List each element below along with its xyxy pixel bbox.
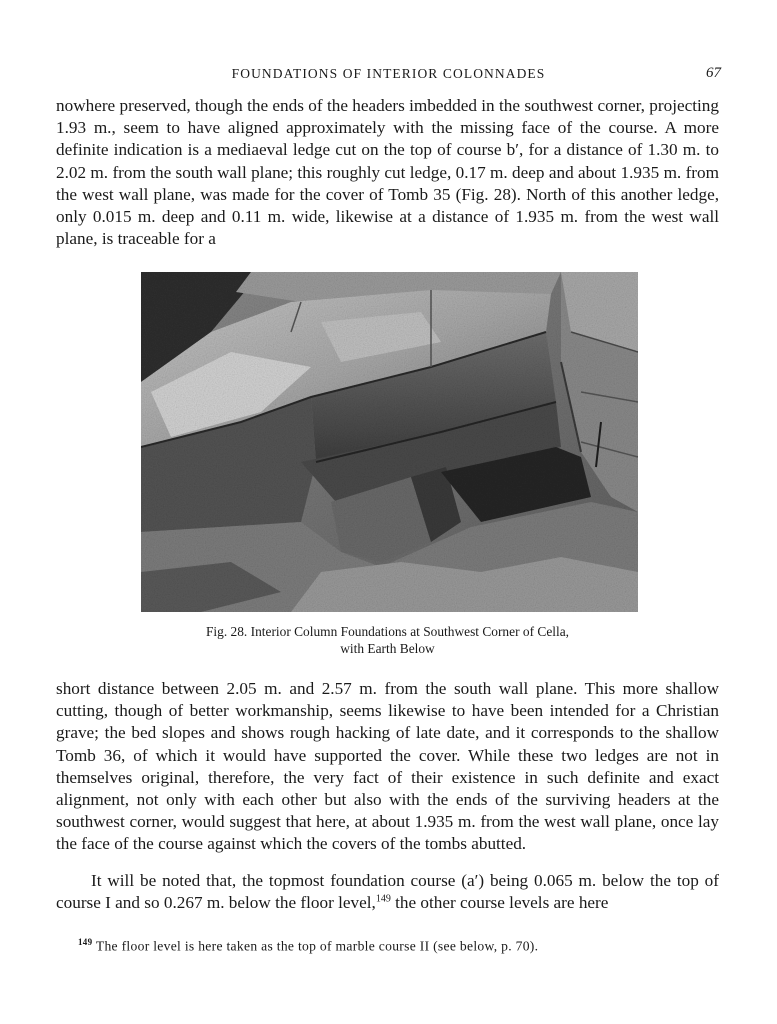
footnote-text: The floor level is here taken as the top of marble course II (see below, p. 70). <box>92 938 539 954</box>
caption-line-1: Fig. 28. Interior Column Foundations at Southwest Corner of Cella, <box>205 624 569 639</box>
figure-caption <box>56 624 719 657</box>
paragraph-3 <box>56 870 719 914</box>
footnote-mark: 149 <box>78 937 93 947</box>
running-head <box>56 66 721 86</box>
stone-foundation-photo <box>141 272 638 612</box>
figure-28-photograph <box>141 272 638 612</box>
footnote <box>78 934 718 955</box>
paragraph-3-text-end: the other course levels are here <box>390 893 609 913</box>
paragraph-1: nowhere preserved, though the ends of the headers imbedded in the southwest corner, projecting 1.93 m., seem to have aligned approximately with the missing face of the course. A more definite indication is a mediaeval ledge cut on the top of course b′, for a distance of 1.30 m. to 2.02 m. from the south wall plane; this roughly cut ledge, 0.17 m. deep and about 1.935 m. from the west wall plane, was made for the cover of Tomb 35 (Fig. 28). North of this another ledge, only 0.015 m. deep and 0.11 m. wide, likewise at a distance of 1.935 m. from the west wall plane, is traceable for a <box>56 96 719 249</box>
paragraph-3-text: It will be noted that, the topmost foundation course (a′) being 0.065 m. below the top of course I and so 0.267 m. below the floor level, <box>56 871 719 913</box>
page-number: 67 <box>706 65 721 81</box>
paragraph-2: short distance between 2.05 m. and 2.57 m. from the south wall plane. This more shallow cutting, though of better workmanship, seems likewise to have been intended for a Christian grave; the bed slopes and shows rough hacking of late date, and it corresponds to the shallow Tomb 36, of which it would have supported the cover. While these two ledges are not in themselves original, therefore, the very fact of their existence in such definite and exact alignment, not only with each other but also with the ends of the surviving headers at the southwest corner, would suggest that here, at about 1.935 m. from the west wall plane, once lay the face of the course against which the covers of the tombs abutted. <box>56 679 719 854</box>
running-title: FOUNDATIONS OF INTERIOR COLONNADES <box>231 66 546 81</box>
footnote-reference[interactable]: 149 <box>375 893 391 905</box>
caption-line-2: with Earth Below <box>340 640 435 656</box>
